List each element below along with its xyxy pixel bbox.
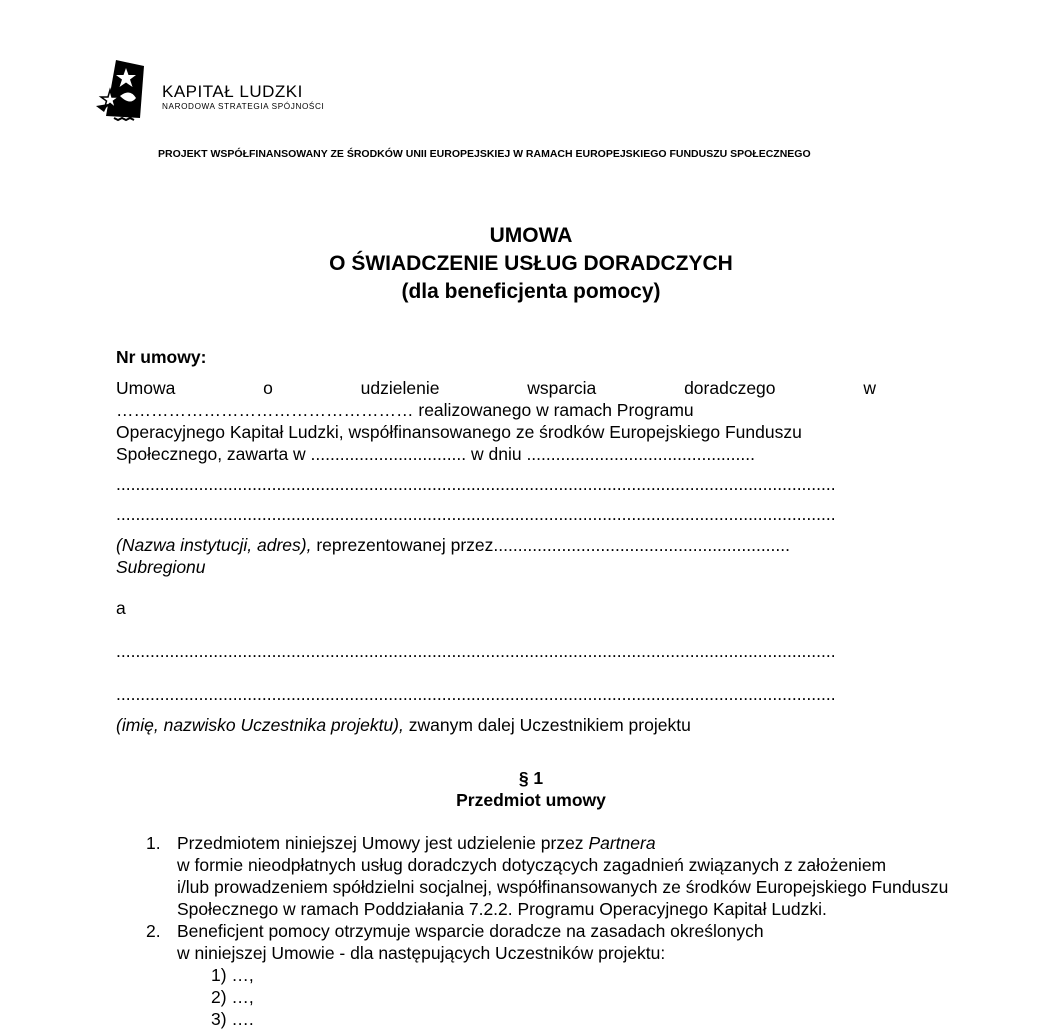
institution-line xyxy=(116,535,790,556)
list-item-1-italic: Partnera xyxy=(588,833,656,853)
kapital-ludzki-logo-icon xyxy=(96,60,144,124)
dotted-line-1: .................................................................................................................................................... xyxy=(116,474,836,494)
section-number: § 1 xyxy=(518,768,544,788)
intro-line-1 xyxy=(116,378,876,399)
participant-rest: zwanym dalej Uczestnikiem projektu xyxy=(408,715,691,735)
sub-list-item: 1) …, xyxy=(211,965,254,985)
sub-list-item: 3) …. xyxy=(211,1009,254,1029)
subregion-text: Subregionu xyxy=(116,557,206,577)
participant-italic: (imię, nazwisko Uczestnika projektu), xyxy=(116,715,404,735)
conjunction-a: a xyxy=(116,598,126,618)
list-item-number: 1. xyxy=(146,833,161,853)
dotted-line-2: .................................................................................................................................................... xyxy=(116,504,836,524)
contract-number-label: Nr umowy: xyxy=(116,347,207,367)
intro-word: udzielenie xyxy=(360,378,440,398)
intro-line-3: Operacyjnego Kapitał Ludzki, współfinansowanego ze środków Europejskiego Funduszu xyxy=(116,422,802,442)
intro-word: Umowa xyxy=(116,378,176,398)
institution-rest: reprezentowanej przez............................................................. xyxy=(316,535,790,555)
participant-line xyxy=(116,715,691,736)
list-item-1-line-3: i/lub prowadzeniem spółdzielni socjalnej, współfinansowanych ze środków Europejskiego Funduszu xyxy=(177,877,949,897)
document-title: UMOWA xyxy=(489,224,573,247)
institution-italic: (Nazwa instytucji, adres), xyxy=(116,535,312,555)
project-funding-line: PROJEKT WSPÓŁFINANSOWANY ZE ŚRODKÓW UNII EUROPEJSKIEJ W RAMACH EUROPEJSKIEGO FUNDUSZU SPOŁECZNEGO xyxy=(158,148,811,160)
list-item-number: 2. xyxy=(146,921,161,941)
intro-word: wsparcia xyxy=(527,378,597,398)
logo-subtitle: NARODOWA STRATEGIA SPÓJNOŚCI xyxy=(162,102,325,111)
intro-line-2 xyxy=(116,400,694,421)
intro-word: w xyxy=(863,378,876,398)
logo-title: KAPITAŁ LUDZKI xyxy=(162,82,303,101)
document-subtitle: O ŚWIADCZENIE USŁUG DORADCZYCH xyxy=(329,252,733,275)
list-item-1-line-4: Społecznego w ramach Poddziałania 7.2.2. Programu Operacyjnego Kapitał Ludzki. xyxy=(177,899,827,919)
dotted-line-3: .................................................................................................................................................... xyxy=(116,641,836,661)
intro-word: o xyxy=(263,378,273,398)
section-heading: Przedmiot umowy xyxy=(456,790,606,810)
document-subtitle-beneficiary: (dla beneficjenta pomocy) xyxy=(401,280,661,303)
list-item-1-line-1 xyxy=(177,833,656,854)
dotted-line-4: .................................................................................................................................................... xyxy=(116,684,836,704)
intro-line-4: Społecznego, zawarta w ................................ w dniu ............................................... xyxy=(116,444,755,464)
list-item-2-line-2: w niniejszej Umowie - dla następujących Uczestników projektu: xyxy=(177,943,666,963)
list-item-2-line-1: Beneficjent pomocy otrzymuje wsparcie doradcze na zasadach określonych xyxy=(177,921,764,941)
list-item-1-text: Przedmiotem niniejszej Umowy jest udzielenie przez xyxy=(177,833,584,853)
sub-list-item: 2) …, xyxy=(211,987,254,1007)
intro-word: doradczego xyxy=(684,378,776,398)
list-item-1-line-2: w formie nieodpłatnych usług doradczych dotyczących zagadnień związanych z założeniem xyxy=(177,855,887,875)
intro-line-2-text: realizowanego w ramach Programu xyxy=(418,400,694,420)
blank-field: …………………………………………… xyxy=(116,400,414,420)
